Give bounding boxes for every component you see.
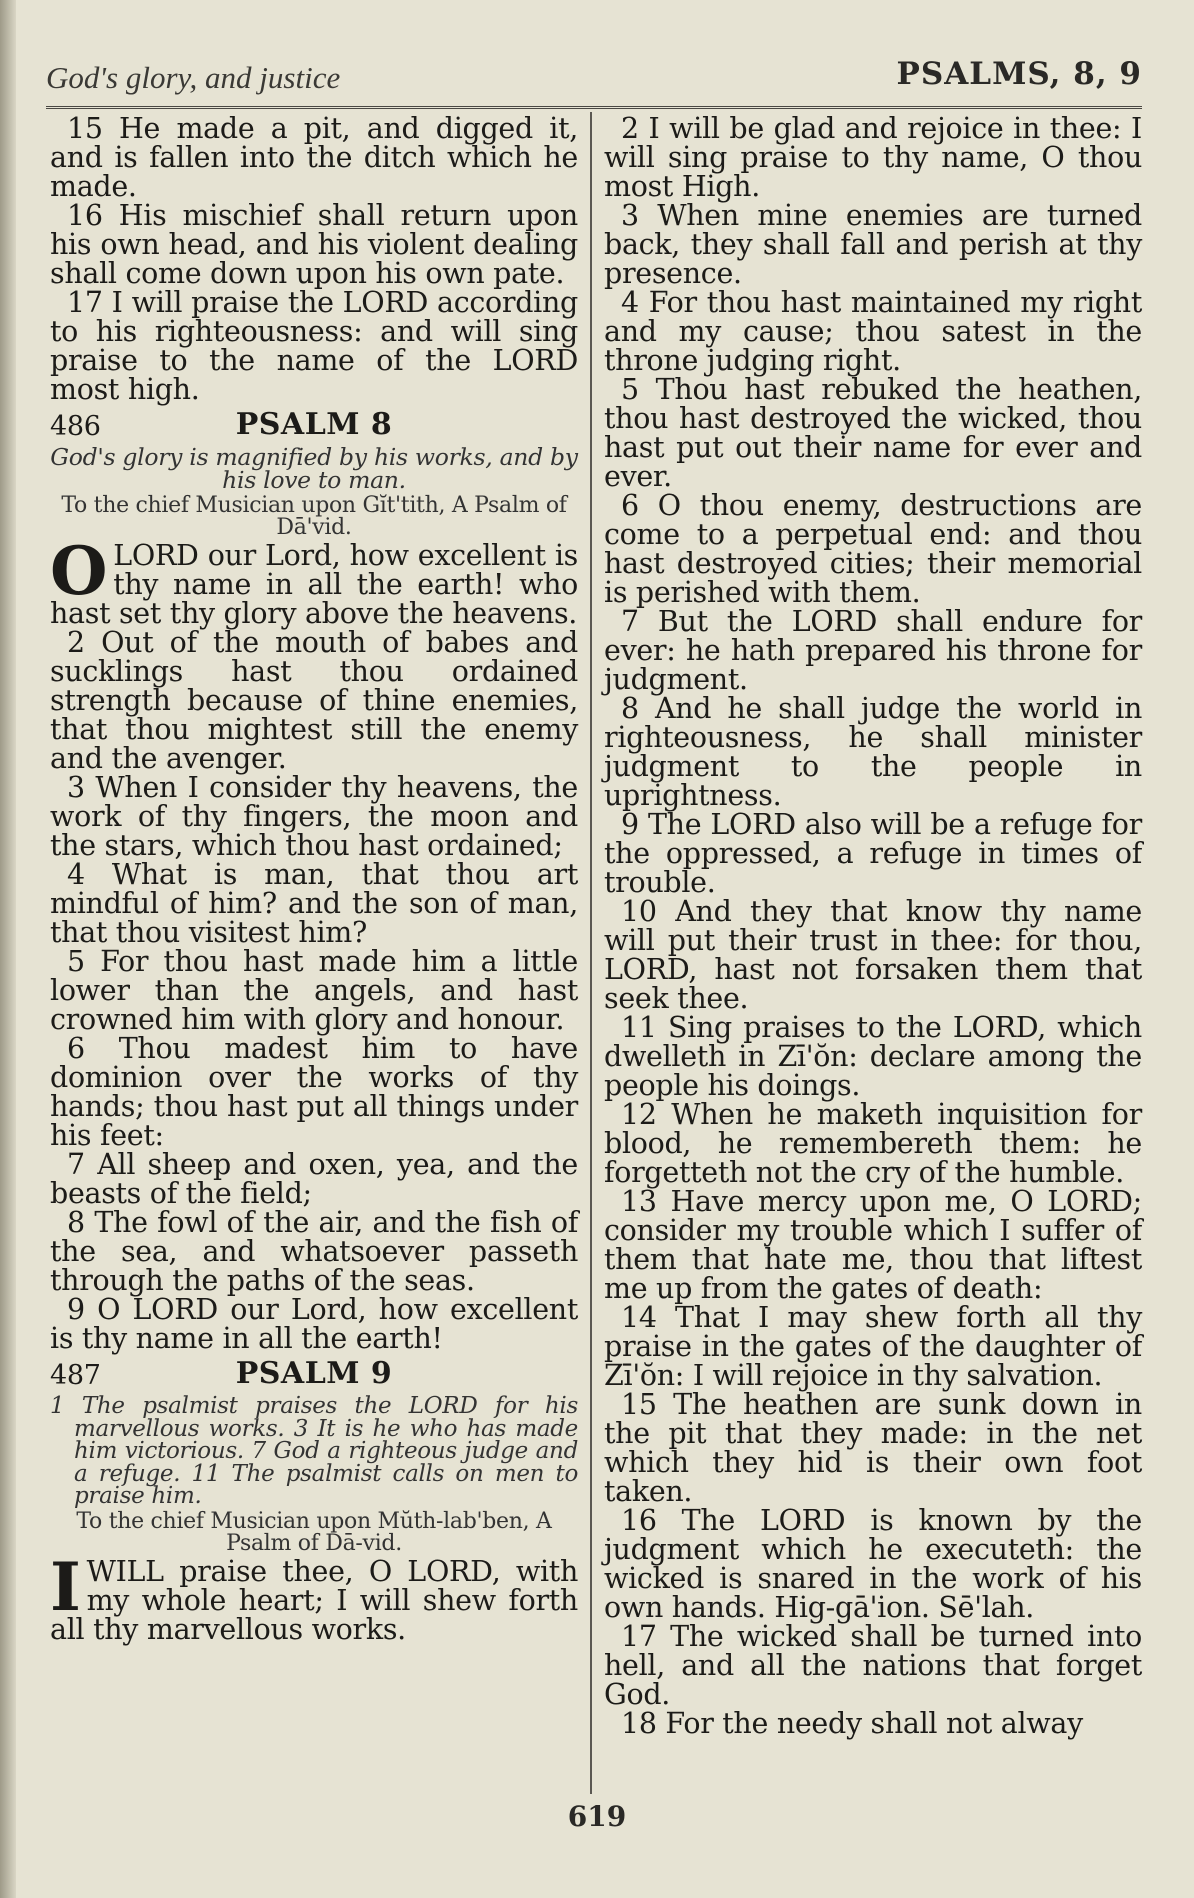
header-rule [46, 106, 1142, 109]
verse: 7 But the LORD shall endure for ever: he hath prepared his throne for judgment. [604, 605, 1142, 696]
verse: 4 For thou hast maintained my right and my cause; thou satest in the throne judging right. [604, 286, 1142, 377]
column-divider [590, 112, 592, 1794]
verse: 6 O thou enemy, destructions are come to a perpetual end: and thou hast destroyed cities; their memorial is perished with them. [604, 489, 1142, 609]
psalm-number: 487 [50, 1360, 101, 1391]
psalm-number: 486 [50, 411, 101, 442]
left-column [50, 114, 578, 1644]
verse: 17 I will praise the LORD according to his righteousness: and will sing praise to the name of the LORD most high. [50, 286, 578, 406]
verse: 16 The LORD is known by the judgment which he executeth: the wicked is snared in the work of his own hands. Hig-gā'ion. Sē'lah. [604, 1504, 1142, 1624]
verse: 15 He made a pit, and digged it, and is fallen into the ditch which he made. [50, 112, 578, 203]
verse: 3 When mine enemies are turned back, they shall fall and perish at thy presence. [604, 199, 1142, 290]
page-number: 619 [567, 1800, 627, 1833]
psalm-title: PSALM 9 [235, 1356, 393, 1391]
psalm-argument: God's glory is magnified by his works, and by his love to man. [50, 443, 578, 494]
page-binding-edge [0, 0, 16, 1898]
verse: 16 His mischief shall return upon his own head, and his violent dealing shall come down upon his own pate. [50, 199, 578, 290]
drop-cap: I [50, 1547, 81, 1626]
verse: 3 When I consider thy heavens, the work of thy fingers, the moon and the stars, which thou hast ordained; [50, 771, 578, 862]
verse: 13 Have mercy upon me, O LORD; consider my trouble which I suffer of them that hate me, thou that liftest me up from the gates of death: [604, 1185, 1142, 1305]
header-topic: God's glory, and justice [46, 60, 341, 95]
verse: 9 The LORD also will be a refuge for the oppressed, a refuge in times of trouble. [604, 808, 1142, 899]
verse: 12 When he maketh inquisition for blood, he remembereth them: he forgetteth not the cry of the humble. [604, 1098, 1142, 1189]
verse: 2 Out of the mouth of babes and sucklings hast thou ordained strength because of thine enemies, that thou mightest still the enemy and the avenger. [50, 626, 578, 775]
verse: 8 And he shall judge the world in righteousness, he shall minister judgment to the people in uprightness. [604, 692, 1142, 812]
psalm-argument: 1 The psalmist praises the LORD for his marvellous works. 3 It is he who has made him victorious. 7 God a righteous judge and a refuge. 11 The psalmist calls on men to praise him. [50, 1393, 578, 1509]
verse: 8 The fowl of the air, and the fish of the sea, and whatsoever passeth through the paths of the seas. [50, 1206, 578, 1297]
running-header [46, 56, 1142, 102]
verse: 7 All sheep and oxen, yea, and the beasts of the field; [50, 1148, 578, 1210]
verse-text: WILL praise thee, O LORD, with my whole heart; I will shew forth all thy marvellous works. [50, 1554, 578, 1646]
psalm-9-verse-1 [50, 1547, 578, 1646]
psalm-superscription: To the chief Musician upon Mŭth-lab'ben, A Psalm of Dā-vid. [76, 1508, 552, 1556]
psalm-8-heading [50, 407, 578, 444]
psalm-8-verse-1 [50, 532, 578, 630]
header-book-chapter: PSALMS, 8, 9 [896, 56, 1142, 92]
verse: 2 I will be glad and rejoice in thee: I will sing praise to thy name, O thou most High. [604, 112, 1142, 203]
verse: 5 Thou hast rebuked the heathen, thou hast destroyed the wicked, thou hast put out their name for ever and ever. [604, 373, 1142, 493]
psalm-superscription: To the chief Musician upon Gĭt'tith, A Psalm of Dā'vid. [61, 493, 567, 540]
psalm-9-heading [50, 1356, 578, 1393]
verse: 6 Thou madest him to have dominion over the works of thy hands; thou hast put all things under his feet: [50, 1032, 578, 1152]
psalm-title: PSALM 8 [235, 407, 393, 442]
verse: 14 That I may shew forth all thy praise in the gates of the daughter of Zī'ŏn: I will rejoice in thy salvation. [604, 1301, 1142, 1392]
verse: 5 For thou hast made him a little lower than the angels, and hast crowned him with glory and honour. [50, 945, 578, 1036]
verse: 11 Sing praises to the LORD, which dwelleth in Zī'ŏn: declare among the people his doings. [604, 1011, 1142, 1102]
drop-cap: O [50, 532, 108, 610]
verse: 9 O LORD our Lord, how excellent is thy name in all the earth! [50, 1293, 578, 1355]
verse: 17 The wicked shall be turned into hell, and all the nations that forget God. [604, 1620, 1142, 1711]
verse: 4 What is man, that thou art mindful of him? and the son of man, that thou visitest him? [50, 858, 578, 949]
verse: 10 And they that know thy name will put their trust in thee: for thou, LORD, hast not forsaken them that seek thee. [604, 895, 1142, 1015]
verse-text: LORD our Lord, how excellent is thy name in all the earth! who hast set thy glory above the heavens. [50, 539, 578, 630]
right-column [604, 114, 1142, 1738]
verse: 18 For the needy shall not alway [621, 1707, 1083, 1740]
verse: 15 The heathen are sunk down in the pit that they made: in the net which they hid is their own foot taken. [604, 1388, 1142, 1508]
